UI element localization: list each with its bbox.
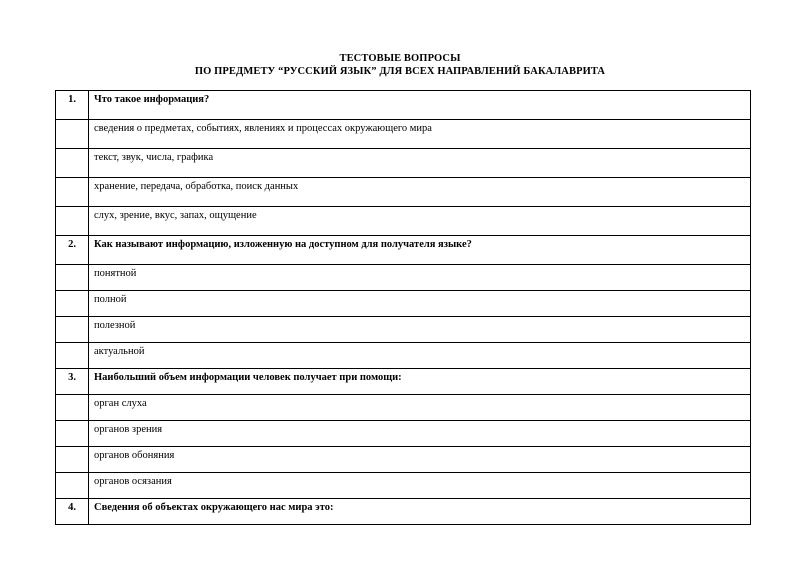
answer-marker-cell	[56, 120, 89, 149]
answer-row	[56, 149, 751, 178]
answer-text: полной	[89, 291, 751, 317]
answer-row	[56, 120, 751, 149]
answer-marker-cell	[56, 473, 89, 499]
answer-text: актуальной	[89, 343, 751, 369]
answer-row	[56, 395, 751, 421]
document-subtitle: ПО ПРЕДМЕТУ “РУССКИЙ ЯЗЫК” ДЛЯ ВСЕХ НАПРАВЛЕНИЙ БАКАЛАВРИТА	[194, 66, 606, 77]
question-row	[56, 236, 751, 265]
answer-text: орган слуха	[89, 395, 751, 421]
answer-text: полезной	[89, 317, 751, 343]
answer-marker-cell	[56, 317, 89, 343]
question-text: Сведения об объектах окружающего нас мира это:	[89, 499, 751, 525]
answer-row	[56, 343, 751, 369]
answer-text: понятной	[89, 265, 751, 291]
answer-row	[56, 265, 751, 291]
answer-text: текст, звук, числа, графика	[89, 149, 751, 178]
answer-marker-cell	[56, 343, 89, 369]
question-number: 3.	[56, 369, 89, 395]
questions-table	[55, 90, 751, 525]
answer-text: слух, зрение, вкус, запах, ощущение	[89, 207, 751, 236]
answer-row	[56, 207, 751, 236]
answer-marker-cell	[56, 178, 89, 207]
document-title: ТЕСТОВЫЕ ВОПРОСЫ	[339, 53, 461, 64]
answer-marker-cell	[56, 149, 89, 178]
question-number: 4.	[56, 499, 89, 525]
question-number: 1.	[56, 91, 89, 120]
answer-marker-cell	[56, 421, 89, 447]
answer-text: органов осязания	[89, 473, 751, 499]
answer-marker-cell	[56, 395, 89, 421]
question-text: Как называют информацию, изложенную на доступном для получателя языке?	[89, 236, 751, 265]
answer-text: органов обоняния	[89, 447, 751, 473]
answer-text: органов зрения	[89, 421, 751, 447]
answer-row	[56, 421, 751, 447]
question-text: Что такое информация?	[89, 91, 751, 120]
question-row	[56, 91, 751, 120]
answer-row	[56, 178, 751, 207]
answer-text: сведения о предметах, событиях, явлениях и процессах окружающего мира	[89, 120, 751, 149]
answer-marker-cell	[56, 265, 89, 291]
answer-marker-cell	[56, 447, 89, 473]
question-number: 2.	[56, 236, 89, 265]
answer-marker-cell	[56, 207, 89, 236]
question-row	[56, 499, 751, 525]
answer-row	[56, 447, 751, 473]
answer-marker-cell	[56, 291, 89, 317]
answer-row	[56, 473, 751, 499]
question-text: Наибольший объем информации человек получает при помощи:	[89, 369, 751, 395]
answer-row	[56, 317, 751, 343]
answer-text: хранение, передача, обработка, поиск данных	[89, 178, 751, 207]
question-row	[56, 369, 751, 395]
answer-row	[56, 291, 751, 317]
